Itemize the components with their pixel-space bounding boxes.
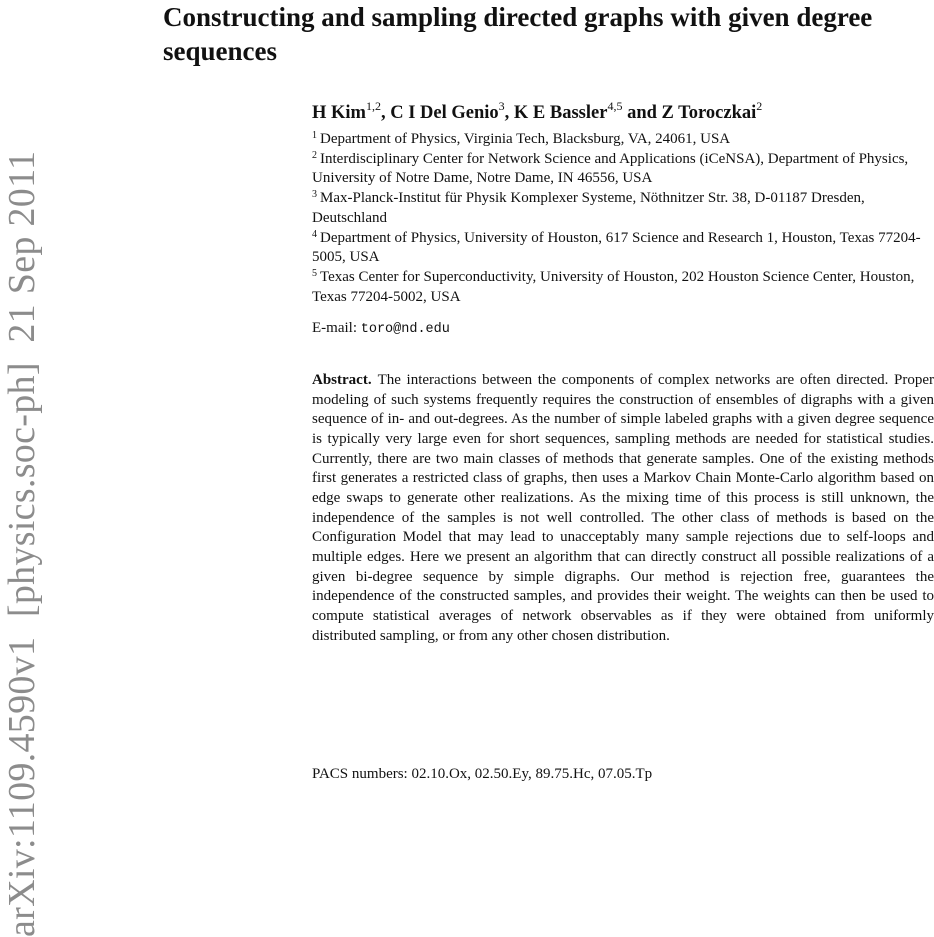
affiliation-list (312, 130, 932, 307)
author-affiliation-marks: 1,2 (365, 99, 381, 113)
paper-title: Constructing and sampling directed graphs with given degree sequences (163, 2, 873, 66)
abstract (312, 371, 934, 646)
affiliation-item (312, 229, 932, 268)
abstract-text: The interactions between the components of complex networks are often directed. Proper modeling of such systems frequently requires the construction of ensembles of digraphs with a given sequence of in- and out-degrees. As the number of simple labeled graphs with a given degree sequence is typically very large even for short sequences, sampling methods are needed for statistical studies. Currently, there are two main classes of methods that generate samples. One of the existing methods first generates a restricted class of graphs, then uses a Markov Chain Monte-Carlo algorithm based on edge swaps to generate other realizations. As the mixing time of this process is still unknown, the independence of the samples is not well controlled. The other class of methods is based on the Configuration Model that may lead to unacceptably many sample rejections due to self-loops and multiple edges. Here we present an algorithm that can directly construct all possible realizations of a given bi-degree sequence by simple digraphs. Our method is rejection free, guarantees the independence of the constructed samples, and provides their weight. The weights can then be used to compute statistical averages of network observables as if they were obtained from uniformly distributed sampling, or from any other chosen distribution. (312, 372, 934, 644)
affiliation-item (312, 130, 932, 150)
author-affiliation-marks: 2 (756, 99, 763, 113)
email-label: E-mail: (312, 320, 357, 336)
affiliation-number: 4 (312, 228, 317, 240)
email-address[interactable]: toro@nd.edu (360, 322, 450, 337)
affiliation-number: 5 (312, 267, 317, 279)
author-separator: , (380, 103, 391, 123)
affiliation-number: 3 (312, 189, 317, 201)
abstract-label: Abstract. (312, 372, 372, 388)
affiliation-item (312, 189, 932, 228)
affiliation-text: Texas Center for Superconductivity, University of Houston, 202 Houston Science Center, Houston, Texas 77204-5002, USA (312, 268, 915, 305)
affiliation-number: 2 (312, 149, 317, 161)
author-name: C I Del Genio (390, 103, 499, 123)
author (513, 99, 662, 123)
author-affiliation-marks: 3 (498, 99, 505, 113)
affiliation-text: Max-Planck-Institut für Physik Komplexer Systeme, Nöthnitzer Str. 38, D-01187 Dresden, Deutschland (312, 190, 865, 226)
author-separator: , (504, 103, 514, 123)
affiliation-number: 1 (312, 130, 317, 141)
affiliation-text: Department of Physics, University of Houston, 617 Science and Research 1, Houston, Texas 77204-5005, USA (312, 229, 921, 266)
affiliation-text: Department of Physics, Virginia Tech, Blacksburg, VA, 24061, USA (320, 131, 731, 147)
arxiv-identifier-stamp: arXiv:1109.4590v1 [physics.soc-ph] 21 Sep 2011 (1, 150, 43, 937)
affiliation-item (312, 150, 932, 189)
affiliation-item (312, 268, 932, 307)
author-name: K E Bassler (513, 103, 608, 123)
pacs-numbers: PACS numbers: 02.10.Ox, 02.50.Ey, 89.75.Hc, 07.05.Tp (312, 766, 653, 782)
contact-email (312, 318, 450, 340)
author-list (312, 100, 932, 126)
author-name: H Kim (312, 103, 366, 123)
author (661, 99, 763, 123)
author (390, 99, 514, 123)
author (312, 99, 391, 123)
author-separator: and (622, 103, 662, 123)
author-affiliation-marks: 4,5 (607, 99, 623, 113)
affiliation-text: Interdisciplinary Center for Network Science and Applications (iCeNSA), Department of Physics, University of Notre Dame, Notre Dame, IN 46556, USA (312, 150, 909, 187)
author-name: Z Toroczkai (661, 103, 757, 123)
